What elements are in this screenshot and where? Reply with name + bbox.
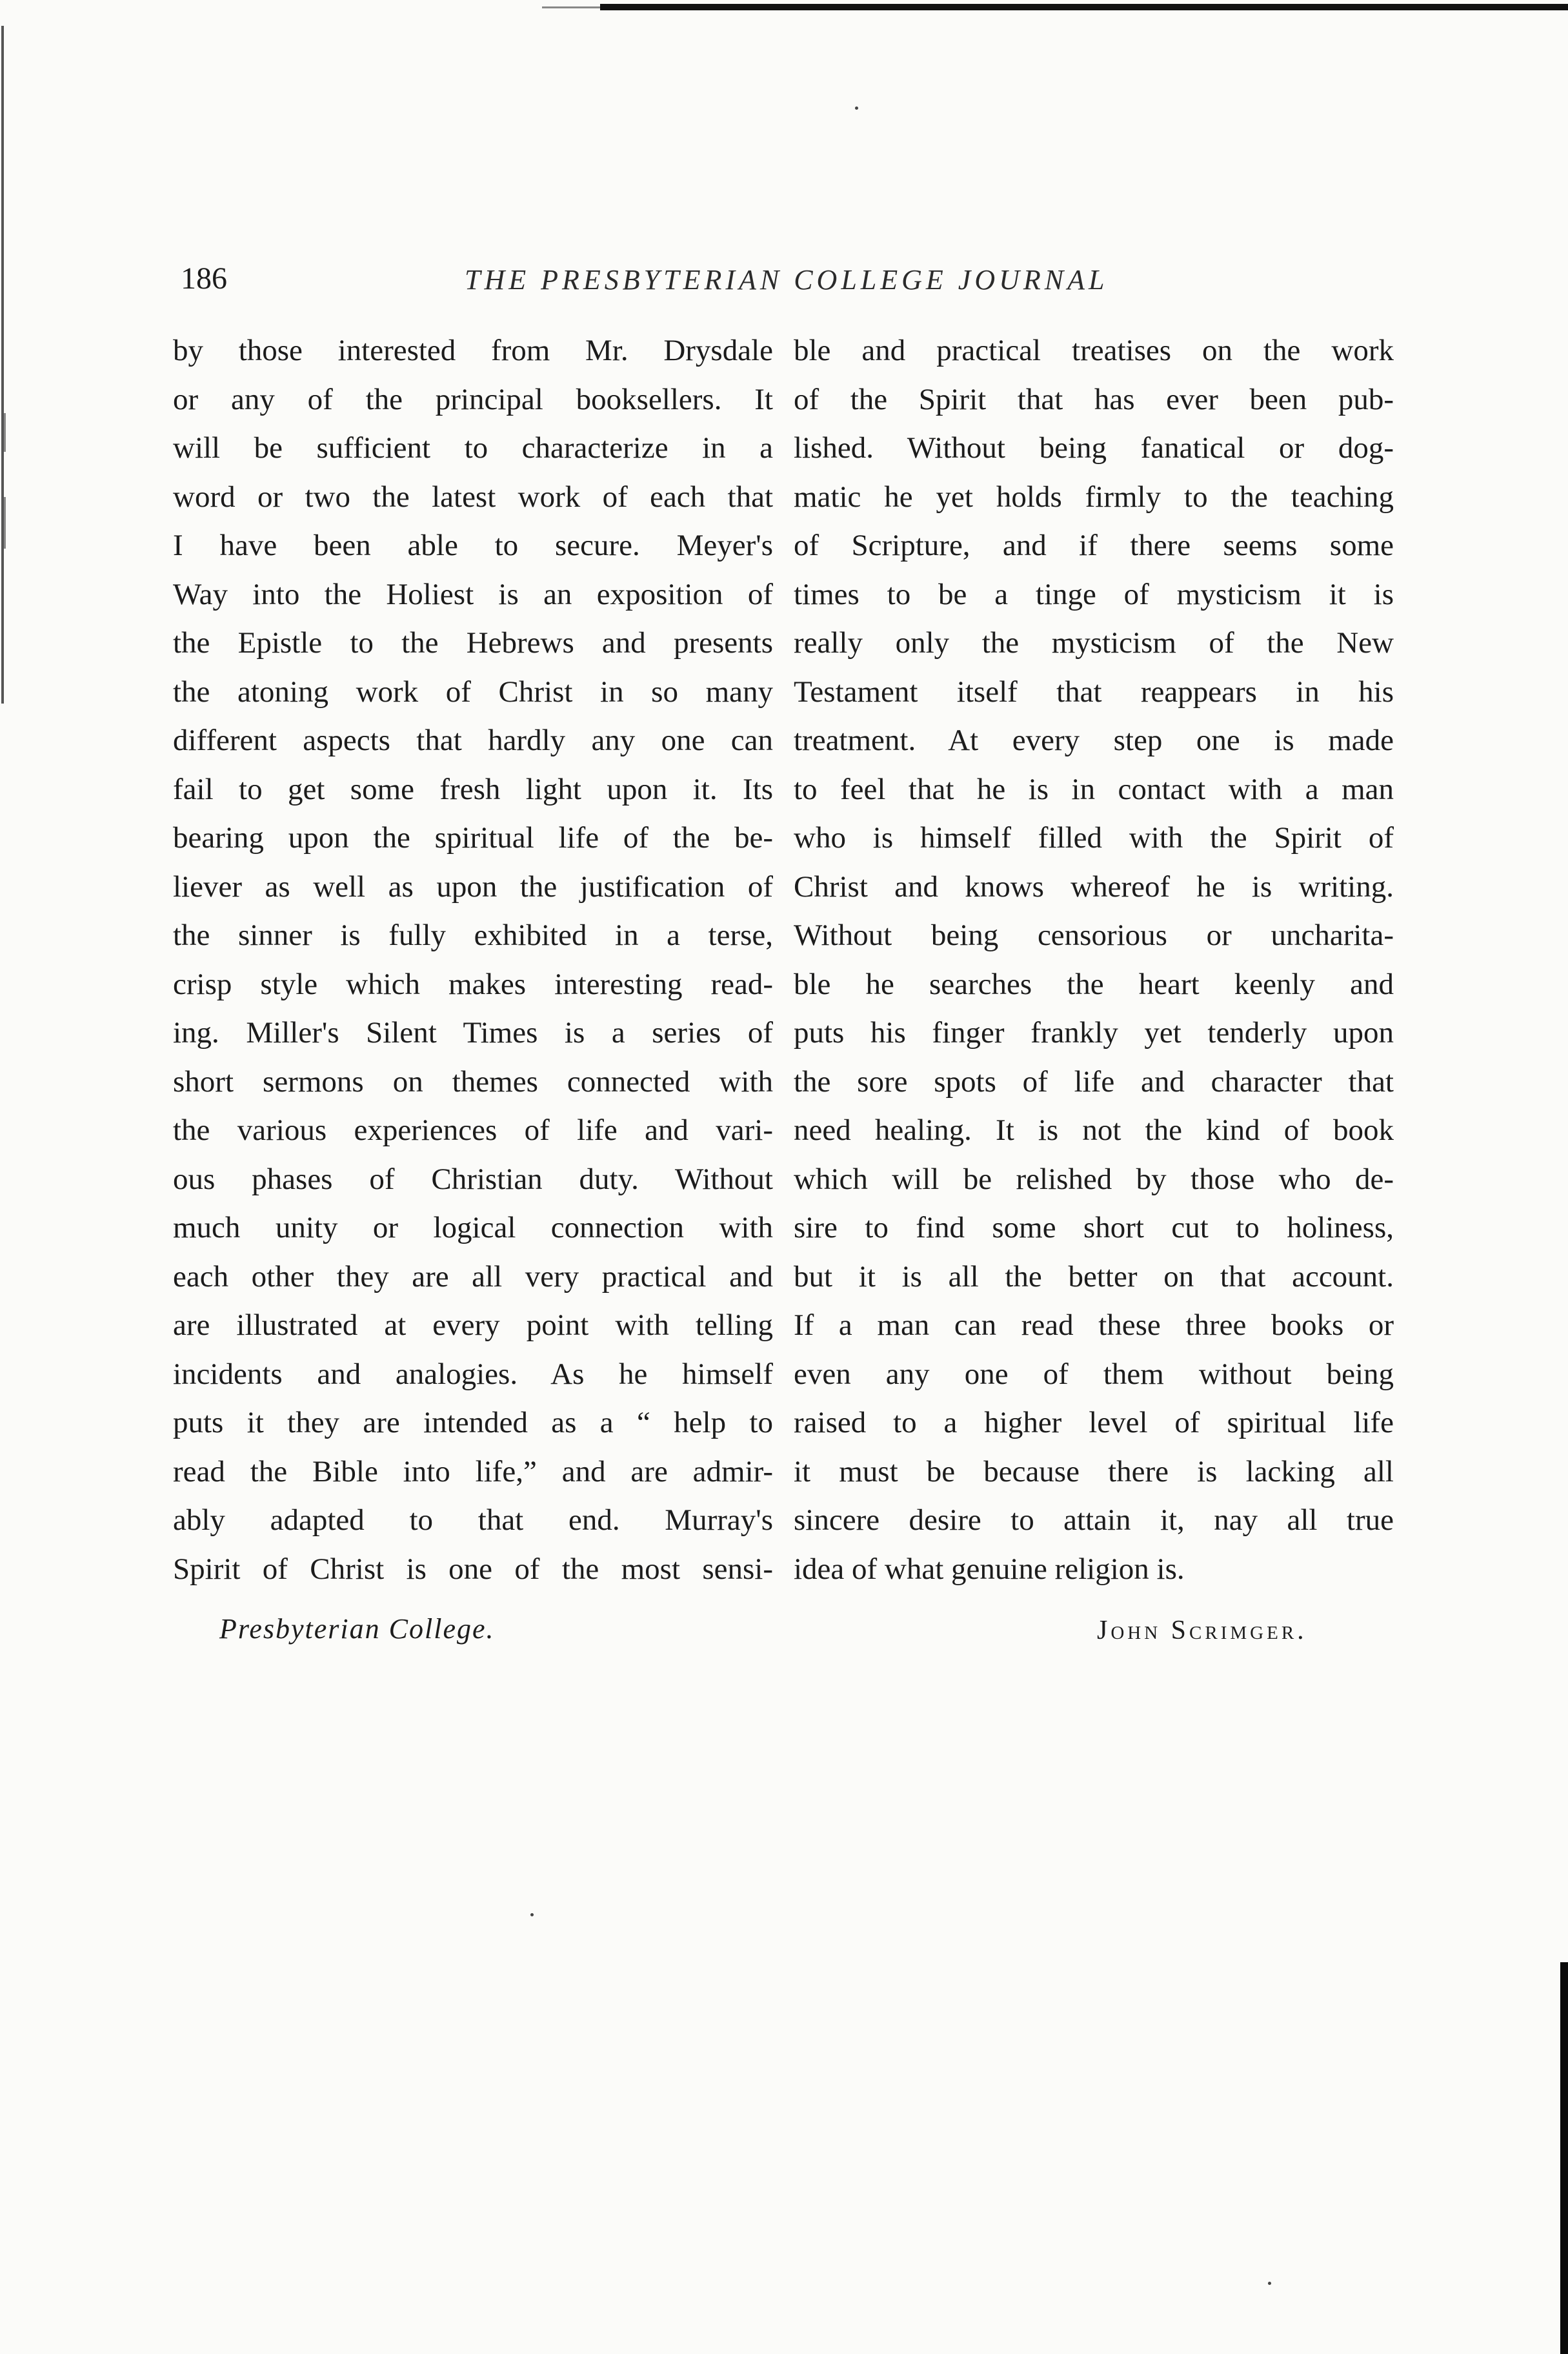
text-line: the sore spots of life and character that	[794, 1064, 1394, 1099]
page-number: 186	[181, 261, 227, 296]
text-line: really only the mysticism of the New	[794, 626, 1394, 660]
text-line: much unity or logical connection with	[173, 1211, 773, 1244]
left-column	[173, 327, 773, 1594]
text-line: but it is all the better on that account.	[794, 1259, 1394, 1294]
text-line: each other they are all very practical and	[173, 1259, 773, 1294]
text-line: idea of what genuine religion is.	[794, 1552, 1185, 1586]
text-line: by those interested from Mr. Drysdale	[173, 334, 773, 367]
text-line: treatment. At every step one is made	[794, 724, 1394, 757]
text-line: times to be a tinge of mysticism it is	[794, 577, 1394, 611]
text-line: ble he searches the heart keenly and	[794, 967, 1394, 1001]
signature-place: Presbyterian College.	[219, 1613, 495, 1645]
text-line: matic he yet holds firmly to the teaching	[794, 480, 1394, 514]
scan-top-rule	[600, 4, 1568, 10]
text-line: fail to get some fresh light upon it. Its	[173, 772, 773, 806]
text-line: ing. Miller's Silent Times is a series of	[173, 1016, 773, 1050]
scan-speck	[530, 1913, 534, 1916]
text-line: even any one of them without being	[794, 1357, 1394, 1391]
text-line: bearing upon the spiritual life of the be-	[173, 821, 773, 855]
text-line: word or two the latest work of each that	[173, 480, 773, 514]
text-line: Spirit of Christ is one of the most sensi-	[173, 1552, 773, 1586]
text-line: ble and practical treatises on the work	[794, 334, 1394, 367]
text-line: or any of the principal booksellers. It	[173, 382, 773, 416]
text-line: ous phases of Christian duty. Without	[173, 1162, 773, 1196]
scan-right-edge	[1560, 1962, 1568, 2354]
running-title: THE PRESBYTERIAN COLLEGE JOURNAL	[465, 264, 1109, 296]
text-line: which will be relished by those who de-	[794, 1162, 1394, 1196]
text-line: read the Bible into life,” and are admir-	[173, 1454, 773, 1488]
text-line: Way into the Holiest is an exposition of	[173, 577, 773, 611]
text-line: it must be because there is lacking all	[794, 1454, 1394, 1488]
text-line: are illustrated at every point with telling	[173, 1308, 773, 1342]
text-line: crisp style which makes interesting read-	[173, 967, 773, 1001]
scan-speck	[1268, 2282, 1271, 2285]
text-line: Testament itself that reappears in his	[794, 675, 1394, 709]
text-line: the Epistle to the Hebrews and presents	[173, 626, 773, 660]
text-line: different aspects that hardly any one can	[173, 724, 773, 757]
text-line: sincere desire to attain it, nay all true	[794, 1503, 1394, 1537]
text-line: incidents and analogies. As he himself	[173, 1357, 773, 1391]
text-line: lished. Without being fanatical or dog-	[794, 431, 1394, 465]
text-line: of Scripture, and if there seems some	[794, 529, 1394, 562]
text-line: I have been able to secure. Meyer's	[173, 529, 773, 562]
text-line: the sinner is fully exhibited in a terse,	[173, 918, 773, 952]
scan-left-tick	[4, 413, 6, 452]
text-line: who is himself filled with the Spirit of	[794, 821, 1394, 855]
scan-left-edge	[1, 26, 4, 704]
text-line: need healing. It is not the kind of book	[794, 1113, 1394, 1147]
text-line: of the Spirit that has ever been pub-	[794, 382, 1394, 416]
text-line: the atoning work of Christ in so many	[173, 675, 773, 709]
text-line: raised to a higher level of spiritual life	[794, 1406, 1394, 1439]
text-line: puts it they are intended as a “ help to	[173, 1406, 773, 1439]
text-line: short sermons on themes connected with	[173, 1064, 773, 1099]
scan-left-tick	[4, 497, 6, 549]
text-line: If a man can read these three books or	[794, 1308, 1394, 1342]
text-line: will be sufficient to characterize in a	[173, 431, 773, 465]
text-line: sire to find some short cut to holiness,	[794, 1211, 1394, 1244]
scan-speck	[855, 107, 858, 110]
text-line: Without being censorious or uncharita-	[794, 918, 1394, 952]
signature-author: John Scrimger.	[1097, 1616, 1307, 1645]
right-column	[794, 327, 1394, 1594]
page-header	[181, 261, 1420, 306]
scan-top-rule-faint	[542, 6, 600, 8]
text-line: ably adapted to that end. Murray's	[173, 1503, 773, 1537]
text-line: to feel that he is in contact with a man	[794, 772, 1394, 806]
text-line: the various experiences of life and vari-	[173, 1113, 773, 1147]
text-line: Christ and knows whereof he is writing.	[794, 869, 1394, 904]
text-line: liever as well as upon the justification of	[173, 869, 773, 904]
text-line: puts his finger frankly yet tenderly upon	[794, 1016, 1394, 1050]
